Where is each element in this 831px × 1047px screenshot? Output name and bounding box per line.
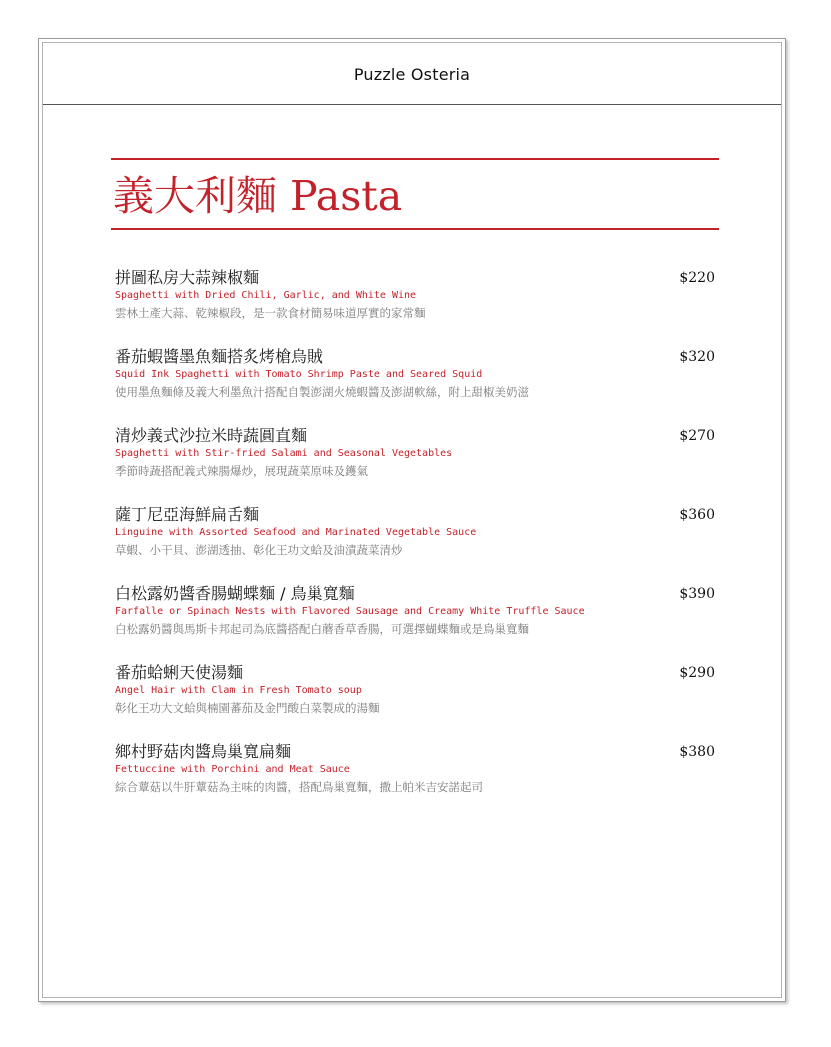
item-description: 綜合蕈菇以牛肝蕈菇為主味的肉醬，搭配鳥巢寬麵，撒上帕米吉安諾起司 [115, 780, 483, 794]
item-name-en: Spaghetti with Stir-fried Salami and Seasonal Vegetables [115, 448, 453, 459]
item-description: 雲林土產大蒜、乾辣椒段，是一款食材簡易味道厚實的家常麵 [115, 306, 426, 320]
item-description: 彰化王功大文蛤與楠園蕃茄及金門酸白菜製成的湯麵 [115, 701, 380, 715]
item-price: $360 [679, 507, 715, 523]
menu-header [43, 43, 781, 105]
item-name-zh: 拼圖私房大蒜辣椒麵 [115, 268, 260, 287]
menu-page [38, 38, 786, 1002]
pasta-section-heading [111, 158, 719, 230]
item-description: 季節時蔬搭配義式辣腸爆炒，展現蔬菜原味及鑊氣 [115, 464, 368, 478]
item-name-en: Fettuccine with Porchini and Meat Sauce [115, 764, 350, 775]
item-price: $290 [679, 665, 715, 681]
item-price: $220 [679, 270, 715, 286]
restaurant-name: Puzzle Osteria [353, 65, 471, 84]
item-price: $320 [679, 349, 715, 365]
item-name-zh: 番茄蛤蜊天使湯麵 [115, 663, 244, 682]
menu-items-list [115, 267, 715, 820]
item-price: $390 [679, 586, 715, 602]
menu-item [115, 267, 715, 346]
menu-item [115, 425, 715, 504]
item-description: 草蝦、小干貝、澎湖透抽、彰化王功文蛤及油漬蔬菜清炒 [115, 543, 403, 557]
item-description: 使用墨魚麵條及義大利墨魚汁搭配自製澎湖火燒蝦醬及澎湖軟絲，附上甜椒美奶滋 [115, 385, 529, 399]
item-price: $270 [679, 428, 715, 444]
item-name-en: Linguine with Assorted Seafood and Marinated Vegetable Sauce [115, 527, 477, 538]
item-name-en: Spaghetti with Dried Chili, Garlic, and White Wine [115, 290, 417, 301]
menu-item [115, 504, 715, 583]
item-name-en: Squid Ink Spaghetti with Tomato Shrimp Paste and Seared Squid [115, 369, 483, 380]
item-name-en: Angel Hair with Clam in Fresh Tomato soup [115, 685, 362, 696]
item-name-en: Farfalle or Spinach Nests with Flavored Sausage and Creamy White Truffle Sauce [115, 606, 585, 617]
section-title: 義大利麵 Pasta [113, 172, 403, 220]
item-name-zh: 清炒義式沙拉米時蔬圓直麵 [115, 426, 308, 445]
menu-item [115, 346, 715, 425]
menu-inner-frame [42, 42, 782, 998]
section-bottom-rule [111, 228, 719, 230]
item-price: $380 [679, 744, 715, 760]
menu-item [115, 741, 715, 820]
item-name-zh: 薩丁尼亞海鮮扁舌麵 [115, 505, 260, 524]
menu-item [115, 583, 715, 662]
item-name-zh: 鄉村野菇肉醬鳥巢寬扁麵 [115, 742, 292, 761]
item-name-zh: 白松露奶醬香腸蝴蝶麵 / 鳥巢寬麵 [115, 584, 355, 603]
menu-item [115, 662, 715, 741]
item-description: 白松露奶醬與馬斯卡邦起司為底醬搭配白蘑香草香腸，可選擇蝴蝶麵或是鳥巢寬麵 [115, 622, 529, 636]
item-name-zh: 番茄蝦醬墨魚麵搭炙烤槍烏賊 [115, 347, 324, 366]
